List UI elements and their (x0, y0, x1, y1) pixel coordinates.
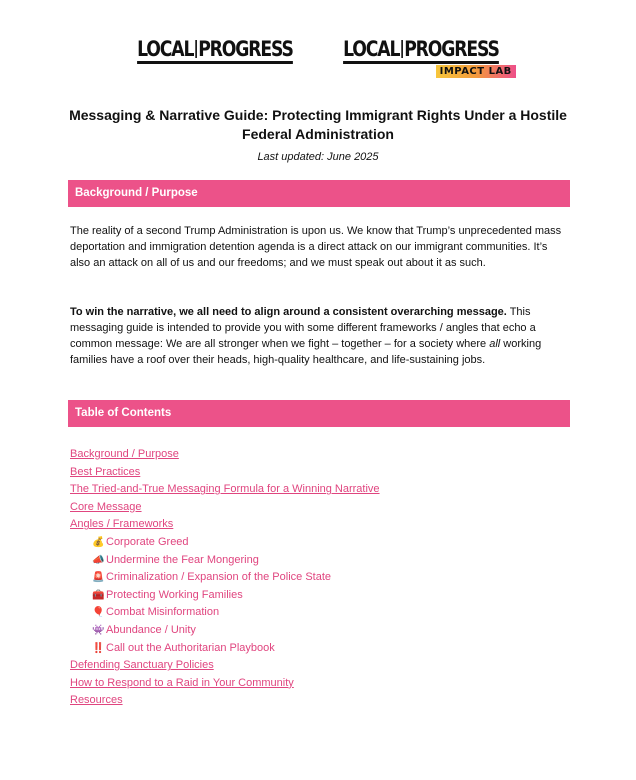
double-exclamation-icon: ‼️ (92, 642, 105, 654)
toc-item (70, 569, 570, 587)
toc-link[interactable]: Undermine the Fear Mongering (106, 553, 259, 566)
toc-item (70, 587, 570, 605)
toc-item (70, 640, 570, 658)
toc-item (70, 622, 570, 640)
toc-link[interactable]: Defending Sanctuary Policies (70, 659, 214, 672)
toc-item (70, 657, 570, 675)
toc-item (70, 692, 570, 710)
toc-link[interactable]: Background / Purpose (70, 448, 179, 460)
toolbox-icon: 🧰 (92, 589, 105, 601)
toc-link[interactable]: Angles / Frameworks (70, 518, 174, 531)
toc-link[interactable]: How to Respond to a Raid in Your Community (70, 676, 294, 689)
toc-item (70, 552, 570, 570)
impact-lab-tag: IMPACT LAB (436, 65, 516, 78)
toc-item (70, 604, 570, 622)
toc-link[interactable]: Call out the Authoritarian Playbook (106, 641, 275, 654)
siren-icon: 🚨 (92, 572, 105, 584)
toc-item (70, 446, 570, 464)
toc-link[interactable]: Criminalization / Expansion of the Police State (106, 571, 332, 584)
toc-link[interactable]: The Tried-and-True Messaging Formula for a Winning Narrative (70, 483, 380, 496)
toc-link[interactable]: Protecting Working Families (106, 588, 243, 601)
toc-item (70, 464, 570, 482)
toc-link[interactable]: Best Practices (70, 465, 141, 478)
toc-item (70, 534, 570, 552)
toc-item (70, 516, 570, 534)
toc-item (70, 675, 570, 693)
toc-item (70, 481, 570, 499)
background-paragraph-1: The reality of a second Trump Administration is upon us. We know that Trump’s unprecedented mass deportation and immigration detention agenda is a direct attack on our immigrant communities. It’s also an attack on all of us and our freedoms; and we must speak out about it as such. (70, 225, 562, 269)
section-heading-background: Background / Purpose (68, 180, 570, 207)
toc-link[interactable]: Corporate Greed (106, 535, 189, 548)
toc-link[interactable]: Abundance / Unity (106, 623, 196, 636)
background-paragraph-2: To win the narrative, we all need to align around a consistent overarching message. This messaging guide is intended to provide you with some different frameworks / angles that echo a common message: We are all stronger when we fight – together – for a society where all working families have a roof over their heads, high-quality healthcare, and life-sustaining jobs. (70, 306, 542, 366)
alien-monster-icon: 👾 (92, 624, 105, 636)
balloon-icon: 🎈 (92, 607, 105, 619)
last-updated: Last updated: June 2025 (257, 151, 379, 163)
key-message: To win the narrative, we all need to align around a consistent overarching message. (70, 306, 507, 318)
toc-link[interactable]: Combat Misinformation (106, 606, 220, 619)
megaphone-icon: 📣 (92, 554, 105, 566)
local-progress-logo: LOCAL PROGRESS (137, 38, 293, 64)
toc-item (70, 499, 570, 517)
local-progress-impact-lab-logo: LOCAL PROGRESS IMPACT LAB (326, 38, 516, 78)
table-of-contents (70, 446, 570, 710)
money-bag-icon: 💰 (92, 536, 105, 548)
toc-link[interactable]: Core Message (70, 500, 142, 513)
section-heading-toc: Table of Contents (68, 400, 570, 427)
header-logos (0, 38, 636, 78)
document-title: Messaging & Narrative Guide: Protecting Immigrant Rights Under a Hostile Federal Administration (69, 107, 567, 142)
toc-link[interactable]: Resources (70, 694, 123, 707)
